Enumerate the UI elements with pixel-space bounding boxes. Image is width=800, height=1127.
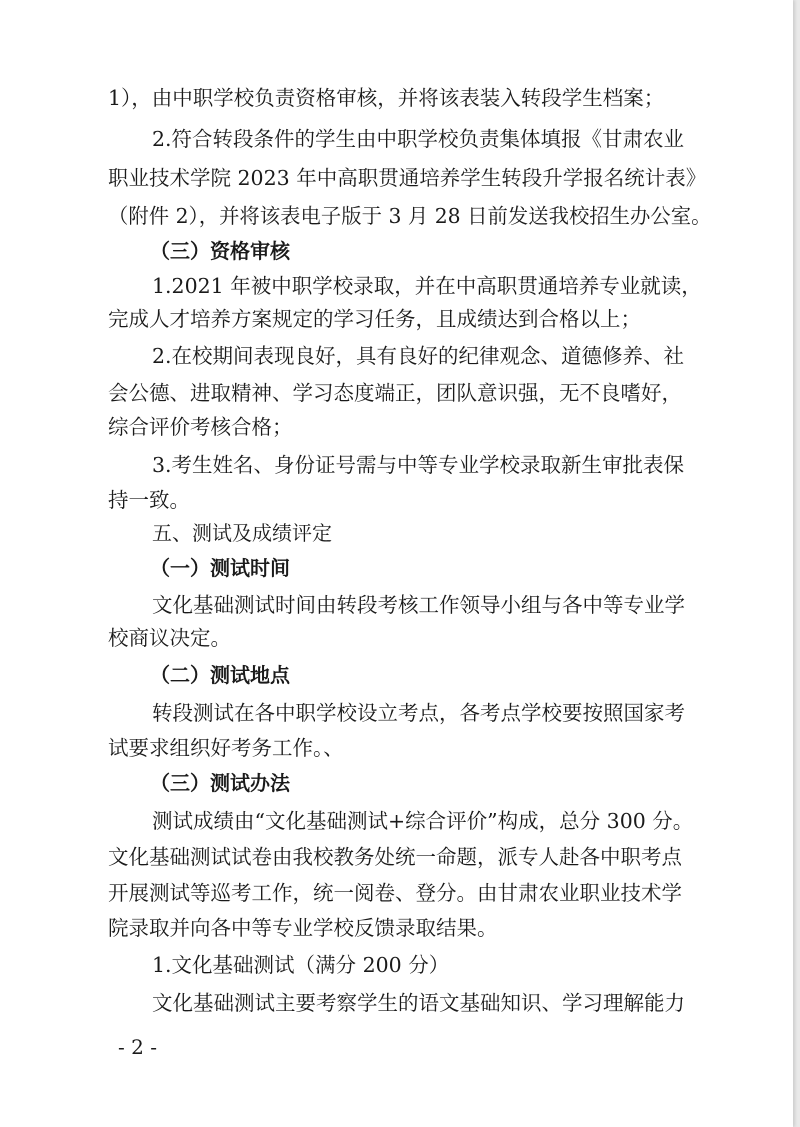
text-line: 持一致。: [108, 488, 190, 512]
text-line: 校商议决定。: [108, 626, 231, 650]
section-heading: （一）测试时间: [150, 556, 290, 580]
text-line: 院录取并向各中等专业学校反馈录取结果。: [108, 916, 498, 940]
text-line: 1.文化基础测试（满分 200 分）: [152, 953, 450, 977]
text-line: 会公德、进取精神、学习态度端正，团队意识强，无不良嗜好，: [108, 381, 682, 405]
text-line: 试要求组织好考务工作。、: [108, 736, 344, 760]
text-line: 3.考生姓名、身份证号需与中等专业学校录取新生审批表保: [152, 453, 685, 477]
text-line: 1），由中职学校负责资格审核，并将该表装入转段学生档案；: [108, 86, 665, 110]
text-line: 职业技术学院 2023 年中高职贯通培养学生转段升学报名统计表》: [108, 166, 707, 190]
text-line: （附件 2），并将该表电子版于 3 月 28 日前发送我校招生办公室。: [108, 204, 712, 228]
section-heading: （三）测试办法: [150, 771, 290, 795]
text-line: 转段测试在各中职学校设立考点，各考点学校要按照国家考: [152, 701, 685, 725]
text-line: 文化基础测试试卷由我校教务处统一命题，派专人赴各中职考点: [108, 845, 682, 869]
text-line: 2.在校期间表现良好，具有良好的纪律观念、道德修养、社: [152, 344, 685, 368]
text-line: 文化基础测试时间由转段考核工作领导小组与各中等专业学: [152, 593, 685, 617]
text-line: 测试成绩由“文化基础测试+综合评价”构成，总分 300 分。: [152, 809, 694, 833]
text-line: 文化基础测试主要考察学生的语文基础知识、学习理解能力: [152, 991, 685, 1015]
page-number: - 2 -: [118, 1035, 157, 1059]
section-heading: （三）资格审核: [150, 239, 290, 263]
text-line: 完成人才培养方案规定的学习任务，且成绩达到合格以上；: [108, 307, 641, 331]
text-line: 1.2021 年被中职学校录取，并在中高职贯通培养专业就读，: [152, 274, 702, 298]
text-line: 开展测试等巡考工作，统一阅卷、登分。由甘肃农业职业技术学: [108, 881, 682, 905]
text-line: 综合评价考核合格；: [108, 415, 293, 439]
chapter-heading: 五、测试及成绩评定: [152, 521, 332, 545]
text-line: 2.符合转段条件的学生由中职学校负责集体填报《甘肃农业: [152, 127, 685, 151]
section-heading: （二）测试地点: [150, 663, 290, 687]
